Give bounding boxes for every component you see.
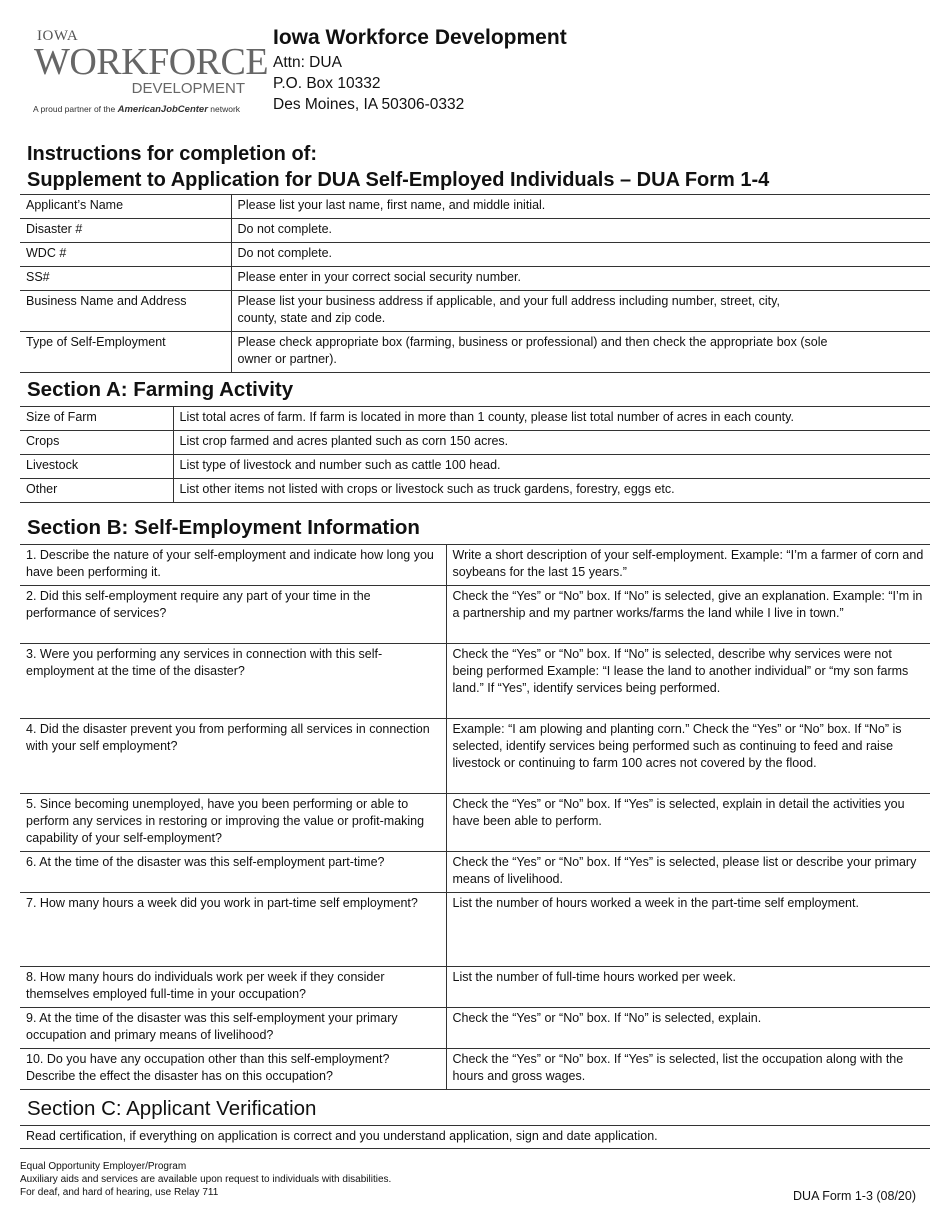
row-label: Applicant’s Name <box>20 195 231 219</box>
table-row <box>20 893 930 967</box>
logo-partner-line <box>33 104 240 115</box>
address-box: P.O. Box 10332 <box>273 75 381 92</box>
row-text: List crop farmed and acres planted such as corn 150 acres. <box>173 431 930 455</box>
table-row <box>20 479 930 503</box>
table-row <box>20 644 930 719</box>
table-row <box>20 267 930 291</box>
table-row <box>20 794 930 852</box>
logo-iowa: IOWA <box>37 28 79 44</box>
question: 4. Did the disaster prevent you from performing all services in connection with your self employment? <box>20 719 446 794</box>
address-org: Iowa Workforce Development <box>273 26 567 49</box>
row-label: WDC # <box>20 243 231 267</box>
self-employment-table <box>20 544 930 1090</box>
row-label: Crops <box>20 431 173 455</box>
table-row <box>20 332 930 373</box>
question: 6. At the time of the disaster was this self-employment part-time? <box>20 852 446 893</box>
row-label: Business Name and Address <box>20 291 231 332</box>
row-text: List type of livestock and number such as cattle 100 head. <box>173 455 930 479</box>
question: 3. Were you performing any services in connection with this self-employment at the time of the disaster? <box>20 644 446 719</box>
row-text: Do not complete. <box>231 219 930 243</box>
table-row <box>20 1049 930 1090</box>
section-c-heading: Section C: Applicant Verification <box>27 1097 317 1120</box>
row-label: Other <box>20 479 173 503</box>
answer-guide: Check the “Yes” or “No” box. If “Yes” is selected, please list or describe your primary means of livelihood. <box>446 852 930 893</box>
answer-guide: List the number of full-time hours worked per week. <box>446 967 930 1008</box>
row-text: Please check appropriate box (farming, business or professional) and then check the appropriate box (sole owner or partner). <box>231 332 930 373</box>
verification-text: Read certification, if everything on application is correct and you understand application, sign and date application. <box>20 1125 930 1149</box>
mailing-address <box>273 26 567 115</box>
table-row <box>20 431 930 455</box>
row-text: List other items not listed with crops or livestock such as truck gardens, forestry, eggs etc. <box>173 479 930 503</box>
row-label: Livestock <box>20 455 173 479</box>
logo-workforce: WORKFORCE <box>34 41 269 83</box>
row-text: Please enter in your correct social security number. <box>231 267 930 291</box>
footer-line-1: Equal Opportunity Employer/Program <box>20 1161 187 1172</box>
table-row <box>20 545 930 586</box>
question: 2. Did this self-employment require any part of your time in the performance of services? <box>20 586 446 644</box>
row-label: Type of Self-Employment <box>20 332 231 373</box>
answer-guide: Check the “Yes” or “No” box. If “No” is selected, give an explanation. Example: “I’m in a partnership and my partner works/farms the land while I live in town.” <box>446 586 930 644</box>
answer-guide: List the number of hours worked a week in the part-time self employment. <box>446 893 930 967</box>
iwd-logo <box>30 28 269 120</box>
page-title <box>27 141 769 193</box>
general-instructions-table <box>20 194 930 373</box>
question: 7. How many hours a week did you work in part-time self employment? <box>20 893 446 967</box>
table-row <box>20 195 930 219</box>
footer-notice <box>20 1160 391 1199</box>
question: 9. At the time of the disaster was this self-employment your primary occupation and primary means of livelihood? <box>20 1008 446 1049</box>
table-row <box>20 1008 930 1049</box>
partner-brand: AmericanJobCenter <box>117 104 208 115</box>
row-text: Please list your business address if applicable, and your full address including number, street, city, county, state and zip code. <box>231 291 930 332</box>
table-row <box>20 586 930 644</box>
table-row <box>20 407 930 431</box>
partner-suffix: network <box>210 104 241 114</box>
question: 8. How many hours do individuals work per week if they consider themselves employed full-time in your occupation? <box>20 967 446 1008</box>
row-text: List total acres of farm. If farm is located in more than 1 county, please list total number of acres in each county. <box>173 407 930 431</box>
answer-guide: Check the “Yes” or “No” box. If “Yes” is selected, explain in detail the activities you have been able to perform. <box>446 794 930 852</box>
title-line-1: Instructions for completion of: <box>27 143 317 165</box>
address-city: Des Moines, IA 50306-0332 <box>273 96 465 113</box>
answer-guide: Check the “Yes” or “No” box. If “No” is selected, describe why services were not being performed Example: “I lease the land to another individual” or “my son farms land.” If “Yes”, identify services being performed. <box>446 644 930 719</box>
section-b-heading: Section B: Self-Employment Information <box>27 516 420 539</box>
title-line-2: Supplement to Application for DUA Self-Employed Individuals – DUA Form 1-4 <box>27 169 770 191</box>
question: 1. Describe the nature of your self-employment and indicate how long you have been performing it. <box>20 545 446 586</box>
row-text: Do not complete. <box>231 243 930 267</box>
question: 10. Do you have any occupation other than this self-employment? Describe the effect the disaster has on this occupation? <box>20 1049 446 1090</box>
table-row <box>20 455 930 479</box>
table-row <box>20 243 930 267</box>
row-label: SS# <box>20 267 231 291</box>
answer-guide: Write a short description of your self-employment. Example: “I’m a farmer of corn and soybeans for the last 15 years.” <box>446 545 930 586</box>
logo-development: DEVELOPMENT <box>131 80 245 97</box>
partner-prefix: A proud partner of the <box>33 104 116 114</box>
row-label: Size of Farm <box>20 407 173 431</box>
footer-line-3: For deaf, and hard of hearing, use Relay 711 <box>20 1187 219 1198</box>
table-row <box>20 967 930 1008</box>
answer-guide: Check the “Yes” or “No” box. If “Yes” is selected, list the occupation along with the hours and gross wages. <box>446 1049 930 1090</box>
farming-activity-table <box>20 406 930 503</box>
address-attn: Attn: DUA <box>273 54 342 71</box>
form-number: DUA Form 1-3 (08/20) <box>793 1189 916 1203</box>
table-row <box>20 219 930 243</box>
footer-line-2: Auxiliary aids and services are available upon request to individuals with disabilities. <box>20 1174 392 1185</box>
section-a-heading: Section A: Farming Activity <box>27 378 294 401</box>
table-row <box>20 852 930 893</box>
answer-guide: Example: “I am plowing and planting corn.” Check the “Yes” or “No” box. If “No” is selected, identify services being performed such as continuing to feed and raise livestock or continuing to farm 100 acres not covered by the flood. <box>446 719 930 794</box>
answer-guide: Check the “Yes” or “No” box. If “No” is selected, explain. <box>446 1008 930 1049</box>
question: 5. Since becoming unemployed, have you been performing or able to perform any services in restoring or improving the value or profit-making capability of your self-employment? <box>20 794 446 852</box>
row-label: Disaster # <box>20 219 231 243</box>
table-row <box>20 719 930 794</box>
row-text: Please list your last name, first name, and middle initial. <box>231 195 930 219</box>
table-row <box>20 291 930 332</box>
